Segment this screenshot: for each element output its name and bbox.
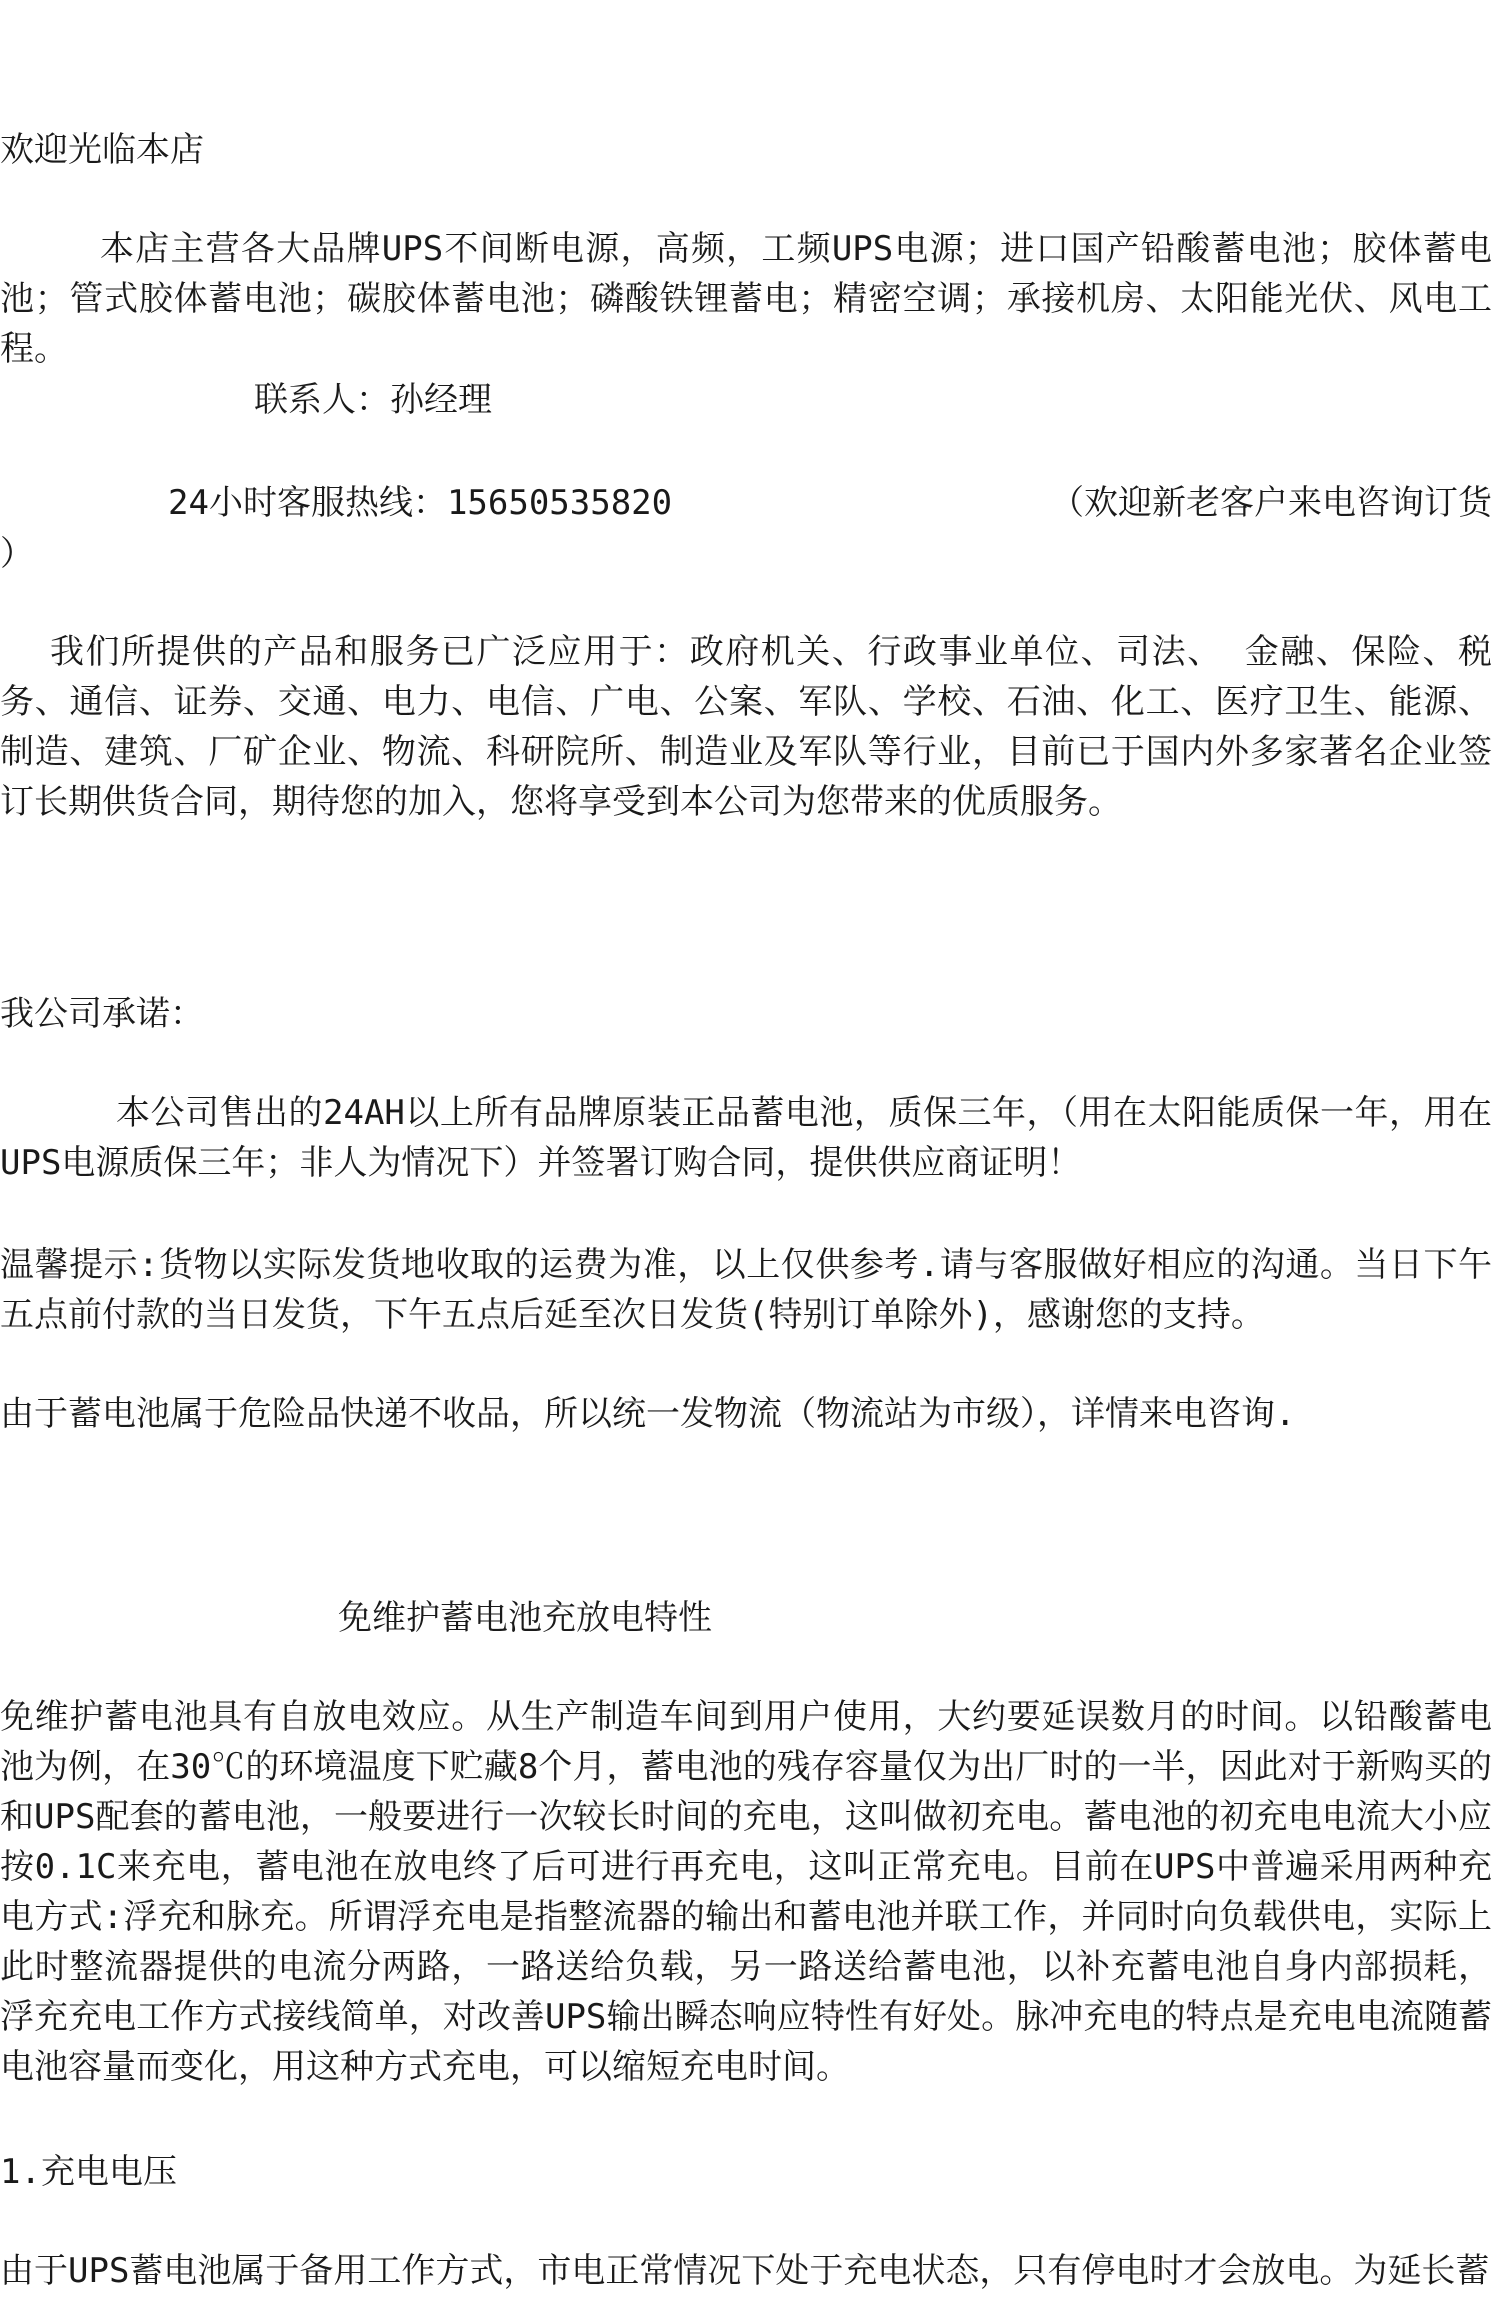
promise-paragraph: 本公司售出的24AH以上所有品牌原装正品蓄电池，质保三年，（用在太阳能质保一年，用在UPS电源质保三年；非人为情况下）并签署订购合同，提供供应商证明！ — [0, 1093, 1492, 1183]
contact-person: 联系人：孙经理 — [254, 380, 492, 420]
article-body: 免维护蓄电池具有自放电效应。从生产制造车间到用户使用，大约要延误数月的时间。以铅酸蓄电池为例，在30℃的环境温度下贮藏8个月，蓄电池的残存容量仅为出厂时的一半，因此对于新购买的和UPS配套的蓄电池，一般要进行一次较长时间的充电，这叫做初充电。蓄电池的初充电电流大小应按0.1C来充电，蓄电池在放电终了后可进行再充电，这叫正常充电。目前在UPS中普遍采用两种充电方式:浮充和脉充。所谓浮充电是指整流器的输出和蓄电池并联工作，并同时向负载供电，实际上此时整流器提供的电流分两路，一路送给负载，另一路送给蓄电池，以补充蓄电池自身内部损耗，浮充充电工作方式接线简单，对改善UPS输出瞬态响应特性有好处。脉冲充电的特点是充电电流随蓄电池容量而变化，用这种方式充电，可以缩短充电时间。 — [0, 1697, 1492, 2087]
section-text: 由于UPS蓄电池属于备用工作方式，市电正常情况下处于充电状态，只有停电时才会放电。为延长蓄 — [0, 2251, 1490, 2291]
welcome-note-end: ） — [0, 534, 34, 574]
article-title: 免维护蓄电池充放电特性 — [338, 1598, 712, 1638]
applications-paragraph: 我们所提供的产品和服务已广泛应用于：政府机关、行政事业单位、司法、 金融、保险、税务、通信、证券、交通、电力、电信、广电、公案、军队、学校、石油、化工、医疗卫生、能源、制造、建筑、厂矿企业、物流、科研院所、制造业及军队等行业，目前已于国内外多家著名企业签订长期供货合同，期待您的加入，您将享受到本公司为您带来的优质服务。 — [0, 632, 1492, 822]
promise-heading: 我公司承诺： — [0, 994, 204, 1034]
logistics-note: 由于蓄电池属于危险品快递不收品，所以统一发物流（物流站为市级），详情来电咨询. — [0, 1394, 1296, 1434]
shipping-tip: 温馨提示:货物以实际发货地收取的运费为准，以上仅供参考.请与客服做好相应的沟通。当日下午五点前付款的当日发货，下午五点后延至次日发货(特别订单除外)，感谢您的支持。 — [0, 1245, 1492, 1335]
section-heading: 1.充电电压 — [0, 2152, 177, 2192]
hotline-number: 24小时客服热线：15650535820 — [168, 483, 673, 523]
welcome-text: 欢迎光临本店 — [0, 130, 204, 170]
welcome-note: （欢迎新老客户来电咨询订货 — [1050, 483, 1492, 523]
intro-paragraph: 本店主营各大品牌UPS不间断电源，高频，工频UPS电源；进口国产铅酸蓄电池；胶体蓄电池；管式胶体蓄电池；碳胶体蓄电池；磷酸铁锂蓄电；精密空调；承接机房、太阳能光伏、风电工程。 — [0, 229, 1492, 369]
